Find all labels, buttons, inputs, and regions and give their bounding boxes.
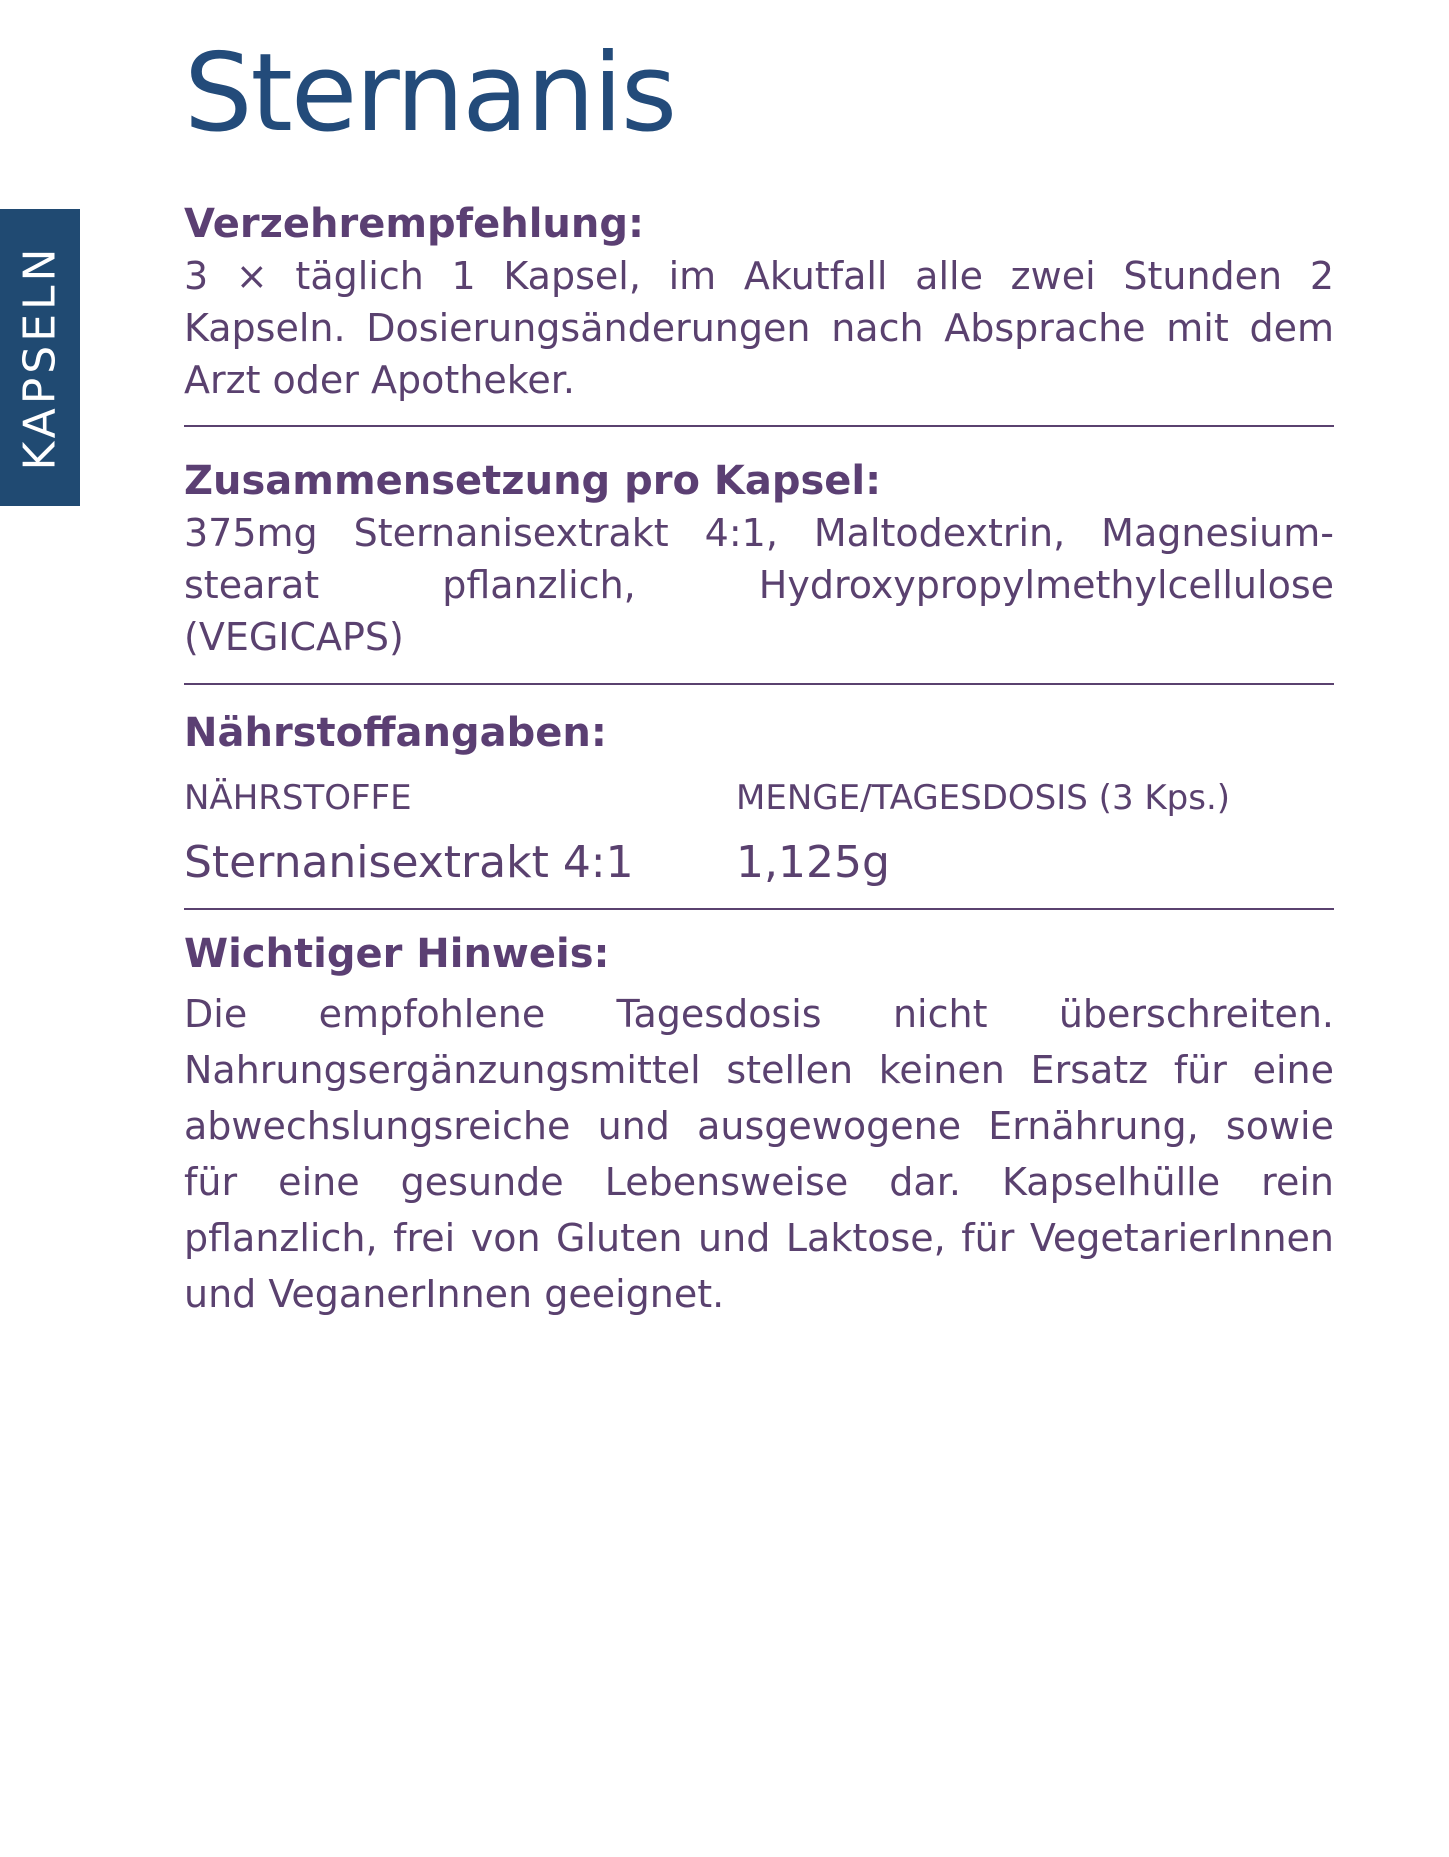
nutrient-name: Sternanisextrakt 4:1	[184, 837, 634, 888]
notice-heading: Wichtiger Hinweis:	[184, 931, 610, 977]
composition-text: 375mg Sternanisextrakt 4:1, Maltodextrin, Magnesium-stearat pflanzlich, Hydroxypropylmethylcellulose (VEGICAPS)	[184, 511, 1334, 659]
nutrient-amount: 1,125g	[736, 837, 890, 888]
divider-dosage	[184, 425, 1334, 427]
notice-text: Die empfohlene Tagesdosis nicht überschreiten. Nahrungsergänzungsmittel stellen keinen Ersatz für eine abwechslungsreiche und ausgewogene Ernährung, sowie für eine gesunde Lebensweise dar. Kapselhülle rein pflanzlich, frei von Gluten und Laktose, für VegetarierInnen und VeganerInnen geeignet.	[184, 992, 1334, 1316]
amount-column-header: MENGE/TAGESDOSIS (3 Kps.)	[736, 778, 1231, 818]
nutrition-heading: Nährstoffangaben:	[184, 710, 607, 756]
nutrient-column-header: NÄHRSTOFFE	[184, 778, 412, 818]
dosage-text: 3 × täglich 1 Kapsel, im Akutfall alle zwei Stunden 2 Kapseln. Dosierungsänderungen nach Absprache mit dem Arzt oder Apotheker.	[184, 254, 1334, 402]
composition-section	[184, 455, 1334, 663]
category-label: KAPSELN	[14, 244, 66, 471]
nutrition-section	[184, 707, 1334, 759]
divider-nutrition	[184, 908, 1334, 910]
category-side-tab	[0, 209, 80, 506]
dosage-section	[184, 198, 1334, 406]
notice-section	[184, 928, 1334, 1322]
divider-composition	[184, 683, 1334, 685]
product-title: Sternanis	[184, 31, 676, 156]
dosage-heading: Verzehrempfehlung:	[184, 201, 644, 247]
composition-heading: Zusammensetzung pro Kapsel:	[184, 458, 882, 504]
